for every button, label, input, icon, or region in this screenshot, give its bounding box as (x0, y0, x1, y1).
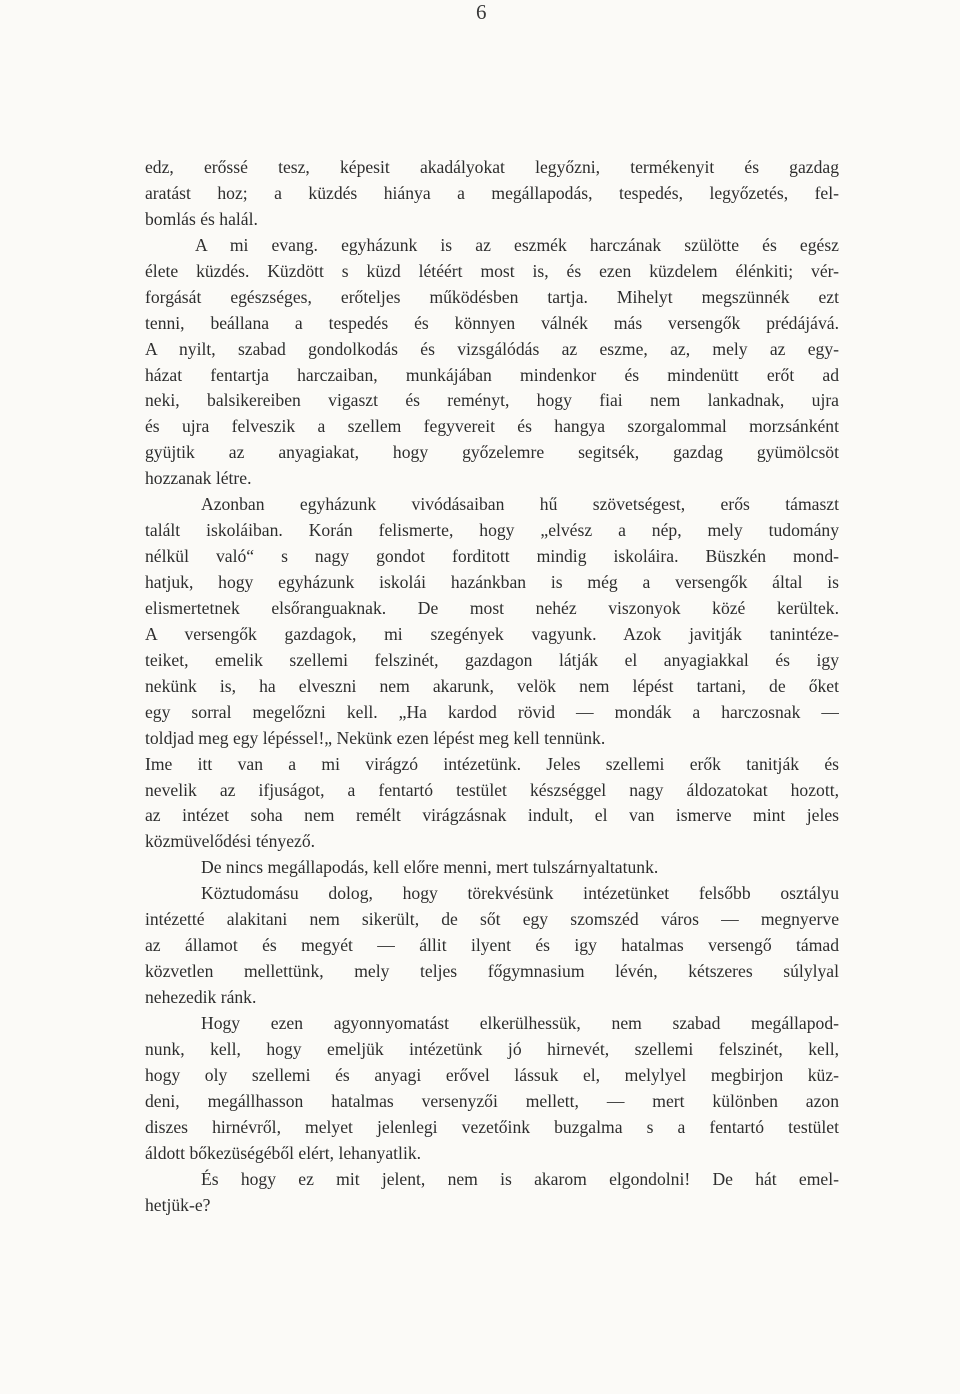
text-line: A versengők gazdagok, mi szegények vagyunk. Azok javitják tanintéze- (145, 623, 839, 644)
text-line: az államot és megyét — állit ilyent és igy hatalmas versengő támad (145, 935, 839, 956)
text-line: az intézet soha nem remélt virágzásnak indult, el van ismerve mint jeles (145, 805, 839, 826)
text-line: hogy oly szellemi és anyagi erővel lássuk el, melylyel megbirjon küz- (145, 1064, 839, 1085)
text-line: A nyilt, szabad gondolkodás és vizsgálódás az eszme, az, mely az egy- (145, 338, 839, 359)
text-line: közmüvelődési tényező. (145, 831, 316, 852)
text-line: Ime itt van a mi virágzó intézetünk. Jeles szellemi erők tanitják és (145, 753, 839, 774)
text-line: egy sorral megelőzni kell. „Ha kardod rövid — mondák a harczosnak — (145, 701, 839, 722)
text-line: nehezedik ránk. (145, 987, 257, 1007)
text-line: nekünk is, ha elveszni nem akarunk, velök nem lépést tartani, de őket (145, 675, 839, 696)
text-line: talált iskoláiban. Korán felismerte, hogy „elvész a nép, mely tudomány (145, 520, 839, 541)
text-line: diszes hirnévről, melyet jelenlegi vezetőink buzgalma s a fentartó testület (145, 1116, 839, 1137)
text-line: nélkül való“ s nagy gondot forditott mindig iskoláira. Büszkén mond- (145, 546, 839, 567)
text-line: aratást hoz; a küzdés hiánya a megállapodás, tespedés, legyőzetés, fel- (145, 182, 839, 203)
text-line: edz, erőssé tesz, képesit akadályokat legyőzni, termékenyit és gazdag (145, 157, 839, 177)
text-line: A mi evang. egyházunk is az eszmék harczának szülötte és egész (195, 234, 839, 255)
text-line: hetjük-e? (145, 1194, 211, 1215)
text-line: nunk, kell, hogy emeljük intézetünk jó hirnevét, szellemi felszinét, kell, (145, 1038, 839, 1059)
text-line: intézetté alakitani nem sikerült, de sőt egy szomszéd város — megnyerve (145, 909, 839, 930)
text-line: nevelik az ifjuságot, a fentartó testület készséggel nagy áldozatokat hozott, (145, 779, 839, 800)
text-line: teiket, emelik szellemi felszinét, gazdagon látják el anyagiakkal és igy (145, 649, 839, 670)
text-line: áldott bőkezüségéből elért, lehanyatlik. (145, 1142, 422, 1163)
text-line: és ujra felveszik a szellem fegyvereit és hangya szorgalommal morzsánként (145, 416, 839, 437)
text-line: toldjad meg egy lépéssel!„ Nekünk ezen lépést meg kell tennünk. (145, 727, 606, 748)
text-line: élete küzdés. Küzdött s küzd létéért most is, és ezen küzdelem élénkiti; vér- (145, 260, 839, 281)
text-line: deni, megállhasson hatalmas versenyzői mellett, — mert különben azon (145, 1090, 839, 1111)
text-line: Hogy ezen agyonnyomatást elkerülhessük, nem szabad megállapod- (201, 1012, 839, 1033)
text-line: bomlás és halál. (145, 208, 258, 229)
body-text (145, 155, 839, 1218)
text-line: Köztudomásu dolog, hogy törekvésünk intézetünket felsőbb osztályu (201, 883, 839, 904)
text-line: elismertetnek elsőranguaknak. De most nehéz viszonyok közé kerültek. (145, 597, 839, 618)
text-line: És hogy ez mit jelent, nem is akarom elgondolni! De hát emel- (201, 1168, 839, 1189)
text-line: forgását egészséges, erőteljes működésben tartja. Mihelyt megszünnék ezt (145, 286, 839, 307)
text-line: tenni, beállana a tespedés és könnyen válnék más versengők prédájává. (145, 312, 839, 333)
text-line: De nincs megállapodás, kell előre menni, mert tulszárnyaltatunk. (201, 857, 659, 878)
text-line: hatjuk, hogy egyházunk iskolái hazánkban is még a versengők által is (145, 572, 839, 592)
page-number: 6 (476, 0, 487, 24)
text-line: közvetlen mellettünk, mely teljes főgymnasium lévén, kétszeres súlylyal (145, 961, 839, 982)
text-line: házat fentartja harczaiban, munkájában mindenkor és mindenütt erőt ad (145, 364, 839, 385)
text-line: Azonban egyházunk vivódásaiban hű szövetségest, erős támaszt (201, 494, 839, 515)
text-line: neki, balsikereiben vigaszt és reményt, hogy fiai nem lankadnak, ujra (145, 390, 839, 411)
text-line: hozzanak létre. (145, 468, 252, 489)
text-line: gyüjtik az anyagiakat, hogy győzelemre segitsék, gazdag gyümölcsöt (145, 442, 839, 463)
